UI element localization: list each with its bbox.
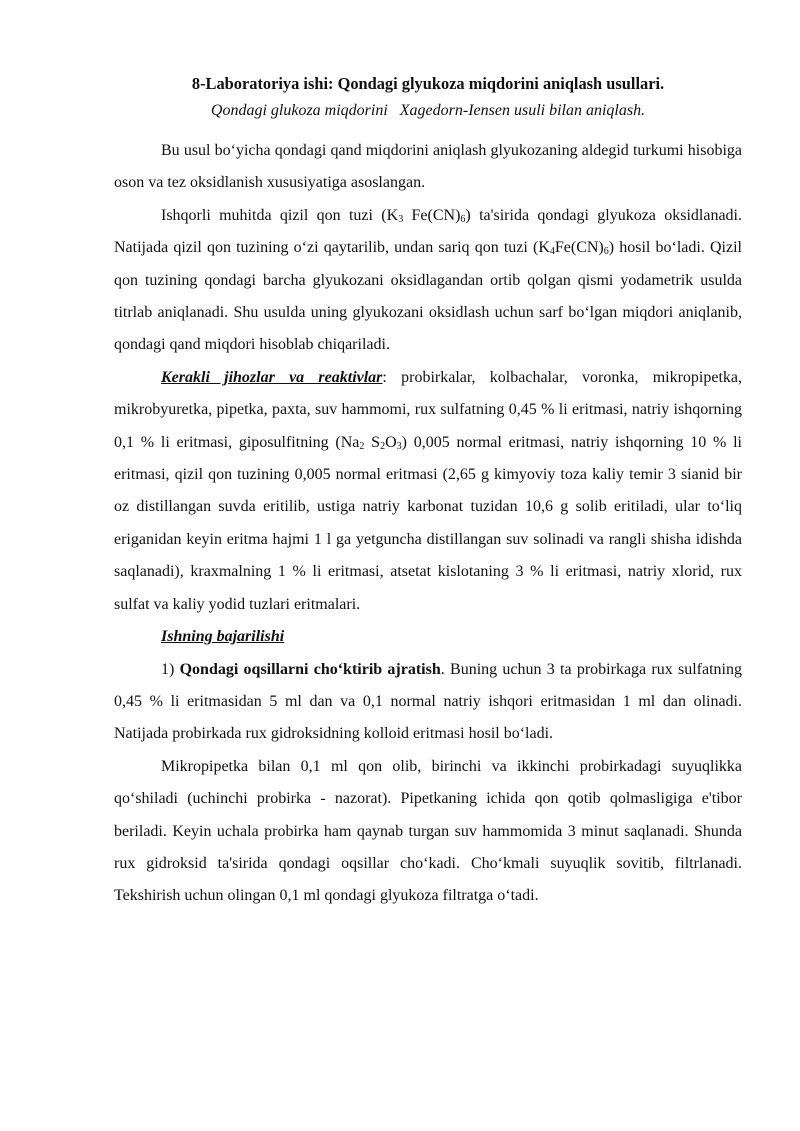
step-title: Qondagi oqsillarni cho‘ktirib ajratish [179,660,441,678]
document-page [114,74,742,913]
equipment-heading: Kerakli jihozlar va reaktivlar [161,368,383,386]
subscript: 4 [549,246,555,258]
procedure-heading: Ishning bajarilishi [161,628,285,646]
subscript: 2 [359,440,365,452]
text-run: S [364,433,381,451]
text-run: Fe(CN) [554,239,604,257]
text-run: ) 0,005 normal eritmasi, natriy ishqorning 10 % li eritmasi, qizil qon tuzining 0,005 normal eritmasi (2,65 g kimyoviy toza kaliy temir 3 sianid bir oz distillangan suvda eritilib, ustiga natriy karbonat tuzidan 10,6 g solib eritiladi, ular to‘liq eriganidan keyin eritma hajmi 1 l ga yetguncha distillangan suv solinadi va rangli shisha idishda saqlanadi), kraxmalning 1 % li eritmasi, atsetat kislotaning 3 % li eritmasi, natriy xlorid, rux sulfat va kaliy yodid tuzlari eritmalari. [114,433,742,613]
section-heading-procedure [114,621,742,653]
text-run: ) hosil bo‘ladi. Qizil qon tuzining qondagi barcha glyukozani oksidlagandan ortib qolgan qismi yodametrik usulda titrlab aniqlanadi. Shu usulda uning glyukozani oksidlash uchun sarf bo‘lgan miqdori aniqlanib, qondagi qand miqdori hisoblab chiqariladi. [114,239,742,354]
subscript: 6 [460,213,466,225]
document-subtitle: Qondagi glukoza miqdorini Xagedorn-Iensen usuli bilan aniqlash. [210,102,646,119]
subscript: 3 [398,213,404,225]
paragraph-method-basis: Bu usul bo‘yicha qondagi qand miqdorini aniqlash glyukozaning aldegid turkumi hisobiga oson va tez oksidlanish xususiyatiga asoslangan. [114,142,742,192]
subscript: 2 [380,440,386,452]
paragraph-step-1 [114,654,742,751]
text-run: : probirkalar, kolbachalar, voronka, mikropipetka, mikrobyuretka, pipetka, paxta, suv hammomi, rux sulfatning 0,45 % li eritmasi, natriy ishqorning 0,1 % li eritmasi, giposulfitning (Na [114,368,743,451]
document-title: 8-Laboratoriya ishi: Qondagi glyukoza miqdorini aniqlash usullari. [191,74,665,93]
text-run: . Buning uchun 3 ta probirkaga rux sulfatning 0,45 % li eritmasidan 5 ml dan va 0,1 normal natriy ishqori eritmasidan 1 ml dan olinadi. Natijada probirkada rux gidroksidning kolloid eritmasi hosil bo‘ladi. [114,660,743,743]
text-run: Fe(CN) [403,206,461,224]
paragraph-step-1-detail: Mikropipetka bilan 0,1 ml qon olib, birinchi va ikkinchi probirkadagi suyuqlikka qo‘shiladi (uchinchi probirka - nazorat). Pipetkaning ichida qon qotib qolmasligiga e'tibor beriladi. Keyin uchala probirka ham qaynab turgan suv hammomida 3 minut saqlanadi. Shunda rux gidroksid ta'sirida qondagi oqsillar cho‘kadi. Cho‘kmali suyuqlik sovitib, filtrlanadi. Tekshirish uchun olingan 0,1 ml qondagi glyukoza filtratga o‘tadi. [114,757,742,905]
text-run: O [385,433,397,451]
paragraph-principle [114,200,742,362]
text-run: Ishqorli muhitda qizil qon tuzi (K [161,206,399,224]
subscript: 3 [396,440,402,452]
step-number: 1) [161,660,180,678]
subscript: 6 [603,246,609,258]
text-run: ) ta'sirida qondagi glyukoza oksidlanadi. Natijada qizil qon tuzining o‘zi qaytarilib, undan sariq qon tuzi (K [114,206,742,257]
paragraph-equipment [114,362,742,621]
